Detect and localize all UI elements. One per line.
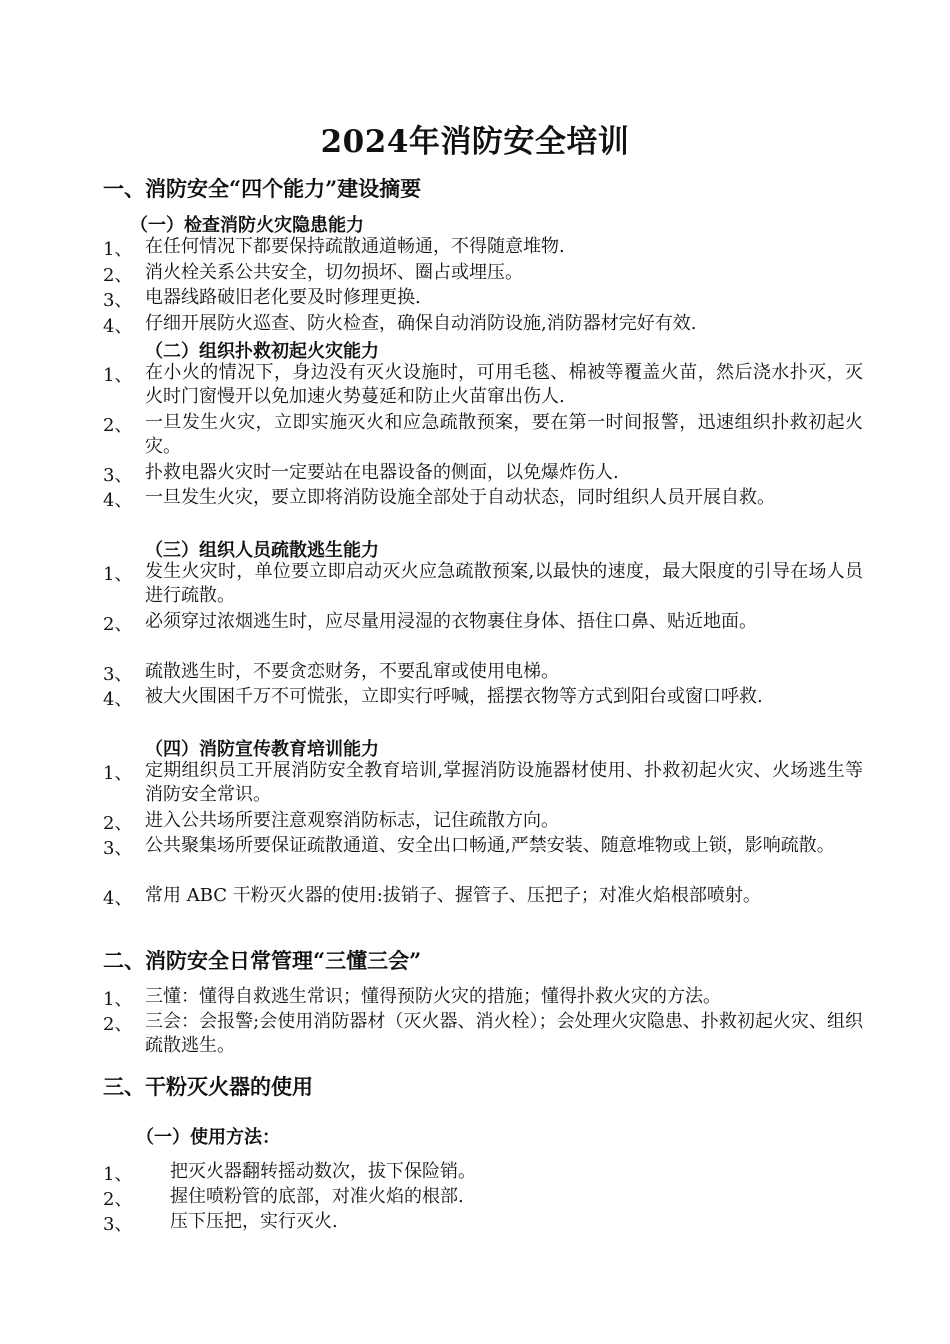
subsection-heading-1-2: （二）组织扑救初起火灾能力 [145, 341, 379, 362]
item-number: 1、 [103, 989, 133, 1010]
item-number: 3、 [103, 664, 133, 685]
item-text: 发生火灾时，单位要立即启动灭火应急疏散预案,以最快的速度，最大限度的引导在场人员进行疏散。 [145, 561, 863, 606]
section-heading-1: 一、消防安全“四个能力”建设摘要 [103, 176, 422, 201]
item-text: 把灭火器翻转摇动数次，拔下保险销。 [170, 1161, 476, 1182]
item-number: 1、 [103, 239, 133, 260]
item-number: 1、 [103, 1164, 133, 1185]
item-text: 必须穿过浓烟逃生时，应尽量用浸湿的衣物裹住身体、捂住口鼻、贴近地面。 [145, 611, 757, 632]
item-text: 定期组织员工开展消防安全教育培训,掌握消防设施器材使用、扑救初起火灾、火场逃生等消防安全常识。 [145, 760, 863, 805]
item-text: 疏散逃生时，不要贪恋财务，不要乱窜或使用电梯。 [145, 661, 559, 682]
item-number: 2、 [103, 265, 133, 286]
item-text: 在任何情况下都要保持疏散通道畅通，不得随意堆物. [145, 236, 565, 257]
subsection-heading-1-4: （四）消防宣传教育培训能力 [145, 739, 379, 760]
item-number: 4、 [103, 888, 133, 909]
section-heading-2: 二、消防安全日常管理“三懂三会” [103, 948, 422, 973]
subsection-heading-3-1: （一）使用方法： [136, 1127, 280, 1148]
item-text: 压下压把，实行灭火. [170, 1211, 338, 1232]
document-title: 2024年消防安全培训 [320, 124, 630, 160]
item-number: 2、 [103, 614, 133, 635]
item-text: 进入公共场所要注意观察消防标志，记住疏散方向。 [145, 810, 559, 831]
item-text: 在小火的情况下，身边没有灭火设施时，可用毛毯、棉被等覆盖火苗，然后浇水扑灭，灭火时门窗慢开以免加速火势蔓延和防止火苗窜出伤人. [145, 362, 863, 407]
item-text: 握住喷粉管的底部，对准火焰的根部. [170, 1186, 464, 1207]
item-text: 一旦发生火灾，要立即将消防设施全部处于自动状态，同时组织人员开展自救。 [145, 487, 775, 508]
item-text: 电器线路破旧老化要及时修理更换. [145, 287, 421, 308]
subsection-heading-1-1: （一）检查消防火灾隐患能力 [130, 215, 364, 236]
item-text: 常用 ABC 干粉灭火器的使用:拔销子、握管子、压把子；对准火焰根部喷射。 [145, 885, 761, 906]
item-number: 4、 [103, 316, 133, 337]
item-number: 3、 [103, 838, 133, 859]
item-text: 消火栓关系公共安全，切勿损坏、圈占或埋压。 [145, 262, 523, 283]
item-text: 三懂：懂得自救逃生常识；懂得预防火灾的措施；懂得扑救火灾的方法。 [145, 986, 721, 1007]
item-text: 公共聚集场所要保证疏散通道、安全出口畅通,严禁安装、随意堆物或上锁，影响疏散。 [145, 835, 835, 856]
item-number: 1、 [103, 564, 133, 585]
section-heading-3: 三、干粉灭火器的使用 [103, 1074, 313, 1099]
item-text: 扑救电器火灾时一定要站在电器设备的侧面，以免爆炸伤人. [145, 462, 619, 483]
item-text: 仔细开展防火巡查、防火检查，确保自动消防设施,消防器材完好有效. [145, 313, 697, 334]
item-text: 被大火围困千万不可慌张，立即实行呼喊，摇摆衣物等方式到阳台或窗口呼救. [145, 686, 763, 707]
item-number: 4、 [103, 490, 133, 511]
item-number: 4、 [103, 689, 133, 710]
item-text: 一旦发生火灾，立即实施灭火和应急疏散预案，要在第一时间报警，迅速组织扑救初起火灾。 [145, 412, 863, 457]
item-number: 3、 [103, 290, 133, 311]
item-number: 3、 [103, 465, 133, 486]
item-number: 2、 [103, 1189, 133, 1210]
subsection-heading-1-3: （三）组织人员疏散逃生能力 [145, 540, 379, 561]
item-number: 2、 [103, 415, 133, 436]
item-number: 1、 [103, 365, 133, 386]
item-number: 2、 [103, 1014, 133, 1035]
item-number: 1、 [103, 763, 133, 784]
item-text: 三会：会报警;会使用消防器材（灭火器、消火栓）；会处理火灾隐患、扑救初起火灾、组织疏散逃生。 [145, 1011, 863, 1056]
item-number: 2、 [103, 813, 133, 834]
item-number: 3、 [103, 1214, 133, 1235]
